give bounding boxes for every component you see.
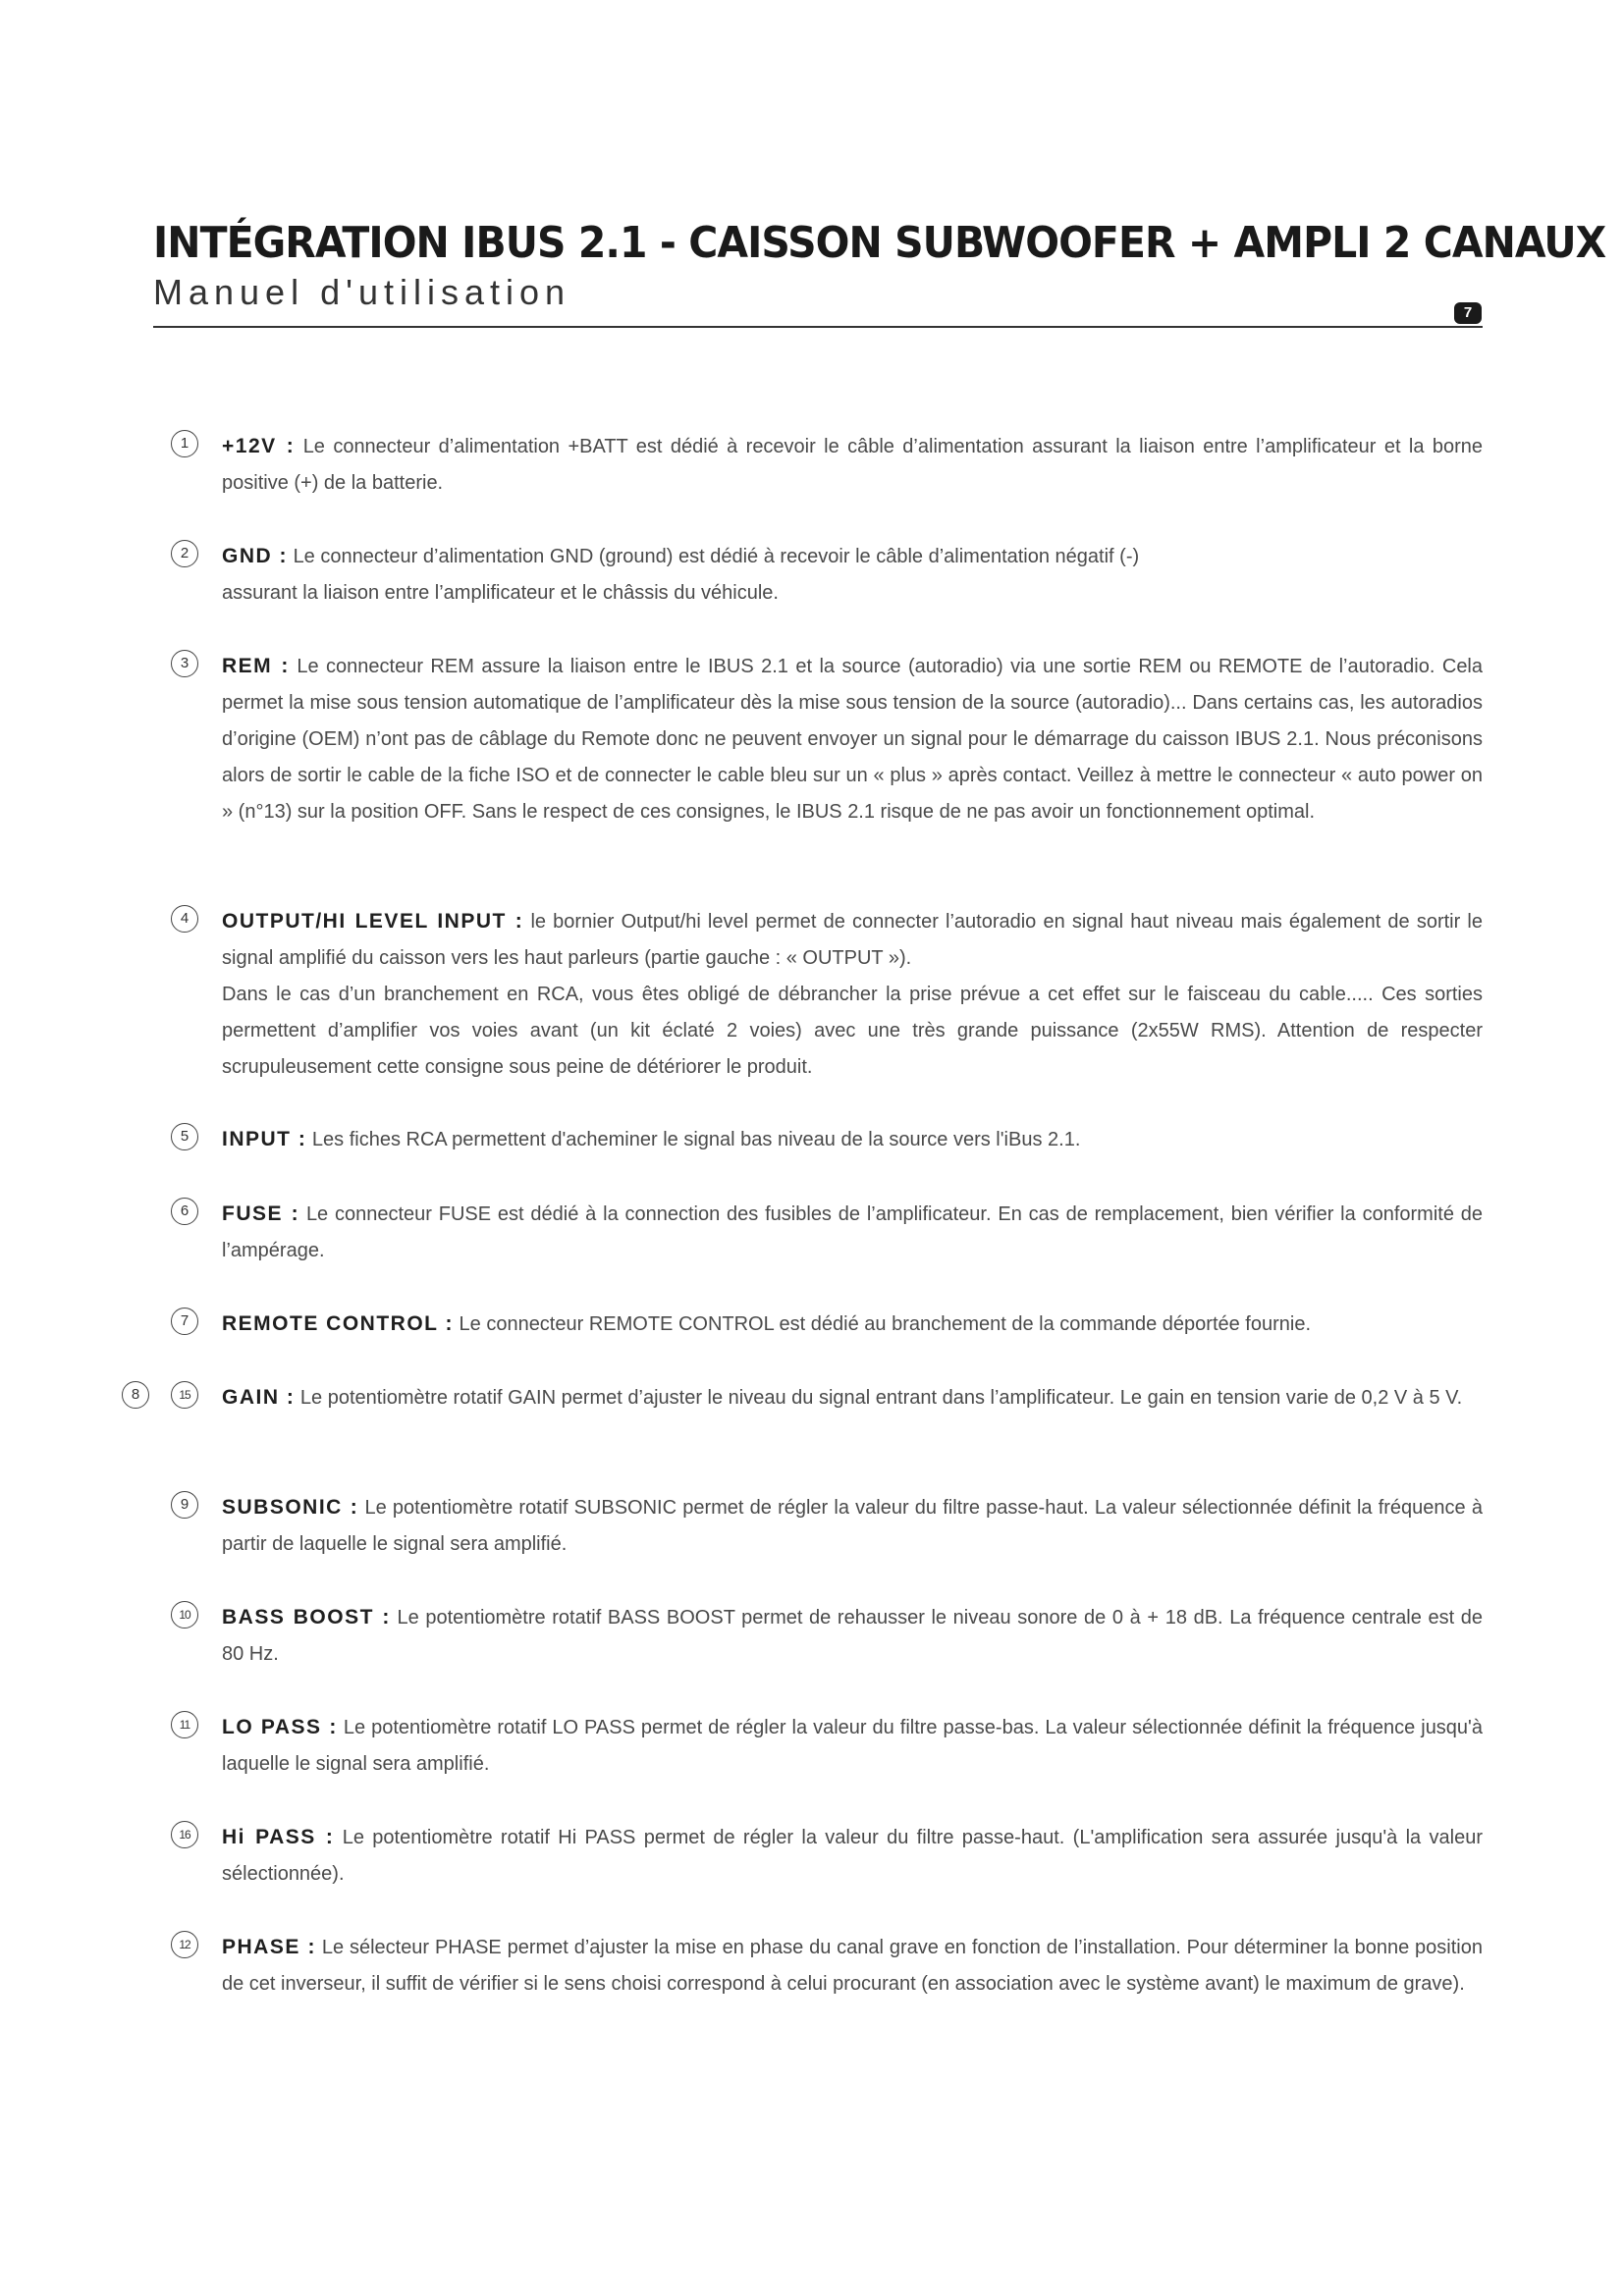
item-body: [222, 903, 1483, 1086]
item-text: Le connecteur d’alimentation GND (ground) est dédié à recevoir le câble d’alimentation négatif (-): [293, 546, 1140, 567]
item-text: Le potentiomètre rotatif Hi PASS permet de régler la valeur du filtre passe-haut. (L'amplification sera assurée jusqu'à la valeur sélectionnée).: [222, 1827, 1483, 1885]
item-term: Hi PASS :: [222, 1826, 335, 1848]
item-term: REM :: [222, 655, 290, 677]
item-term: BASS BOOST :: [222, 1606, 391, 1629]
item-body: [222, 428, 1483, 502]
item-body: [222, 1709, 1483, 1783]
number-marker: 3: [171, 650, 198, 677]
number-marker: 5: [171, 1123, 198, 1150]
number-marker: 6: [171, 1198, 198, 1225]
page-number-badge: 7: [1454, 302, 1482, 324]
item-body: [222, 1379, 1483, 1416]
number-marker: 1: [171, 430, 198, 457]
item-text: Les fiches RCA permettent d'acheminer le signal bas niveau de la source vers l'iBus 2.1.: [311, 1129, 1081, 1150]
item-body: [222, 1599, 1483, 1673]
item-text-continued: assurant la liaison entre l’amplificateur et le châssis du véhicule.: [222, 582, 779, 604]
item-term: SUBSONIC :: [222, 1496, 359, 1519]
item-body: [222, 1196, 1483, 1269]
page-header: [153, 218, 1606, 314]
item-body: [222, 1121, 1483, 1158]
item-text: Le sélecteur PHASE permet d’ajuster la mise en phase du canal grave en fonction de l’installation. Pour déterminer la bonne position de cet inverseur, il suffit de vérifier si le sens choisi correspond à celui procurant (en association avec le système avant) le maximum de grave).: [222, 1937, 1483, 1995]
item-text: Le connecteur FUSE est dédié à la connection des fusibles de l’amplificateur. En cas de remplacement, bien vérifier la conformité de l’ampérage.: [222, 1203, 1484, 1261]
item-term: FUSE :: [222, 1202, 300, 1225]
item-term: LO PASS :: [222, 1716, 338, 1738]
page-subtitle: Manuel d'utilisation: [153, 272, 571, 312]
header-rule: [153, 326, 1483, 328]
number-marker: 9: [171, 1491, 198, 1519]
item-body: [222, 1929, 1483, 2002]
number-marker: 11: [171, 1711, 198, 1738]
item-term: OUTPUT/HI LEVEL INPUT :: [222, 910, 524, 933]
item-term: REMOTE CONTROL :: [222, 1312, 454, 1335]
item-body: [222, 538, 1483, 612]
item-term: PHASE :: [222, 1936, 316, 1958]
number-marker-secondary: 15: [171, 1381, 198, 1409]
item-text: Le connecteur REM assure la liaison entre le IBUS 2.1 et la source (autoradio) via une sortie REM ou REMOTE de l’autoradio. Cela permet la mise sous tension automatique de l’amplificateur dès la mise sous tension de la source (autoradio)... Dans certains cas, les autoradios d’origine (OEM) n’ont pas de câblage du Remote donc ne peuvent envoyer un signal pour le démarrage du caisson IBUS 2.1. Nous préconisons alors de sortir le cable de la fiche ISO et de connecter le cable bleu sur un « plus » après contact. Veillez à mettre le connecteur « auto power on » (n°13) sur la position OFF. Sans le respect de ces consignes, le IBUS 2.1 risque de ne pas avoir un fonctionnement optimal.: [222, 656, 1484, 823]
item-text: Le potentiomètre rotatif GAIN permet d’ajuster le niveau du signal entrant dans l’amplificateur. Le gain en tension varie de 0,2 V à 5 V.: [299, 1387, 1463, 1409]
item-text: le bornier Output/hi level permet de connecter l’autoradio en signal haut niveau mais également de sortir le signal amplifié du caisson vers les haut parleurs (partie gauche : « OUTPUT »).: [222, 911, 1483, 969]
number-marker: 12: [171, 1931, 198, 1958]
number-marker: 4: [171, 905, 198, 933]
number-marker: 10: [171, 1601, 198, 1629]
number-marker: 8: [122, 1381, 149, 1409]
item-text: Le connecteur REMOTE CONTROL est dédié au branchement de la commande déportée fournie.: [459, 1313, 1312, 1335]
number-marker: 16: [171, 1821, 198, 1848]
item-term: GND :: [222, 545, 288, 567]
page-title: INTÉGRATION IBUS 2.1 - CAISSON SUBWOOFER + AMPLI 2 CANAUX: [153, 218, 1606, 268]
number-marker: 7: [171, 1308, 198, 1335]
item-body: [222, 648, 1483, 830]
number-marker: 2: [171, 540, 198, 567]
item-text: Le potentiomètre rotatif BASS BOOST permet de rehausser le niveau sonore de 0 à + 18 dB. La fréquence centrale est de 80 Hz.: [222, 1607, 1484, 1665]
item-term: +12V :: [222, 435, 296, 457]
item-body: [222, 1489, 1483, 1563]
item-term: INPUT :: [222, 1128, 307, 1150]
item-term: GAIN :: [222, 1386, 296, 1409]
item-text: Le connecteur d’alimentation +BATT est dédié à recevoir le câble d’alimentation assurant la liaison entre l’amplificateur et la borne positive (+) de la batterie.: [222, 436, 1483, 494]
item-body: [222, 1819, 1483, 1893]
item-text: Le potentiomètre rotatif LO PASS permet de régler la valeur du filtre passe-bas. La valeur sélectionnée définit la fréquence jusqu'à laquelle le signal sera amplifié.: [222, 1717, 1483, 1775]
item-body: [222, 1306, 1483, 1343]
item-text-continued: Dans le cas d’un branchement en RCA, vous êtes obligé de débrancher la prise prévue a cet effet sur le faisceau du cable..... Ces sorties permettent d’amplifier vos voies avant (un kit éclaté 2 voies) avec une très grande puissance (2x55W RMS). Attention de respecter scrupuleusement cette consigne sous peine de détériorer le produit.: [222, 984, 1483, 1078]
item-text: Le potentiomètre rotatif SUBSONIC permet de régler la valeur du filtre passe-haut. La valeur sélectionnée définit la fréquence à partir de laquelle le signal sera amplifié.: [222, 1497, 1483, 1555]
